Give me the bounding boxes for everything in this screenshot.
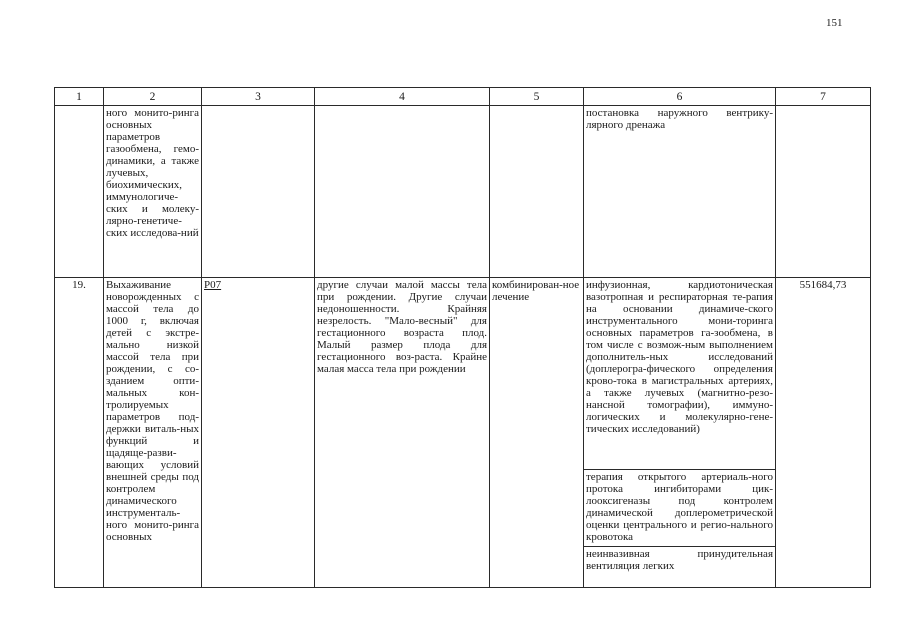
cell-method-1: инфузионная, кардиотоническая вазотропная и респираторная те-рапия на основании динамиче-ского инструментального мони-торинга основных параметров га-зообмена, в том числе с возмож-ным выполнением дополнитель-ных исследований (доплерогра-фического определения крово-тока в магистральных артериях, а также лучевых (магнитно-резо-нансной томографии), иммуно-логических и молекулярно-гене-тических исследований) bbox=[584, 278, 776, 470]
cell-cost: 551684,73 bbox=[776, 278, 871, 588]
cell-care-name: Выхаживание новорожденных с массой тела до 1000 г, включая детей с экстре-мально низкой массой тела при рождении, с со-зданием опти-мальных кон-тролируемых параметров под-держки виталь-ных функций и щадяще-разви-вающих условий внешней среды под контролем динамического инструменталь-ного монито-ринга основных bbox=[104, 278, 202, 588]
cell-treatment-type: комбинирован-ное лечение bbox=[490, 278, 584, 588]
table-header-row bbox=[55, 88, 871, 106]
column-header-1: 1 bbox=[55, 88, 104, 106]
column-header-7: 7 bbox=[776, 88, 871, 106]
cell-icd-code bbox=[202, 278, 315, 588]
cell-empty bbox=[776, 106, 871, 278]
column-header-5: 5 bbox=[490, 88, 584, 106]
cell-empty bbox=[490, 106, 584, 278]
cell-name-continuation: ного монито-ринга основных параметров газообмена, гемо-динамики, а также лучевых, биохимических, иммунологиче-ских и молеку-лярно-генетиче-ских исследова-ний bbox=[104, 106, 202, 278]
column-header-2: 2 bbox=[104, 88, 202, 106]
cell-method-2: терапия открытого артериаль-ного протока ингибиторами цик-лооксигеназы под контролем динамической доплерометрической оценки центрального и регио-нального кровотока bbox=[584, 470, 776, 547]
cell-row-number: 19. bbox=[55, 278, 104, 588]
care-methods-table bbox=[54, 87, 871, 588]
cell-method-3: неинвазивная принудительная вентиляция легких bbox=[584, 547, 776, 588]
cell-method-continuation: постановка наружного вентрику-лярного дренажа bbox=[584, 106, 776, 278]
cell-empty bbox=[55, 106, 104, 278]
cell-diagnosis: другие случаи малой массы тела при рождении. Другие случаи недоношенности. Крайняя незрелость. "Мало-весный" для гестационного возраста плод. Малый размер плода для гестационного воз-раста. Крайне малая масса тела при рождении bbox=[315, 278, 490, 588]
column-header-4: 4 bbox=[315, 88, 490, 106]
cell-empty bbox=[202, 106, 315, 278]
column-header-3: 3 bbox=[202, 88, 315, 106]
icd-code-text: P07 bbox=[204, 279, 222, 291]
cell-empty bbox=[315, 106, 490, 278]
table-row-continuation bbox=[55, 106, 871, 278]
page-number: 151 bbox=[826, 17, 843, 29]
column-header-6: 6 bbox=[584, 88, 776, 106]
table-row-19 bbox=[55, 278, 871, 470]
